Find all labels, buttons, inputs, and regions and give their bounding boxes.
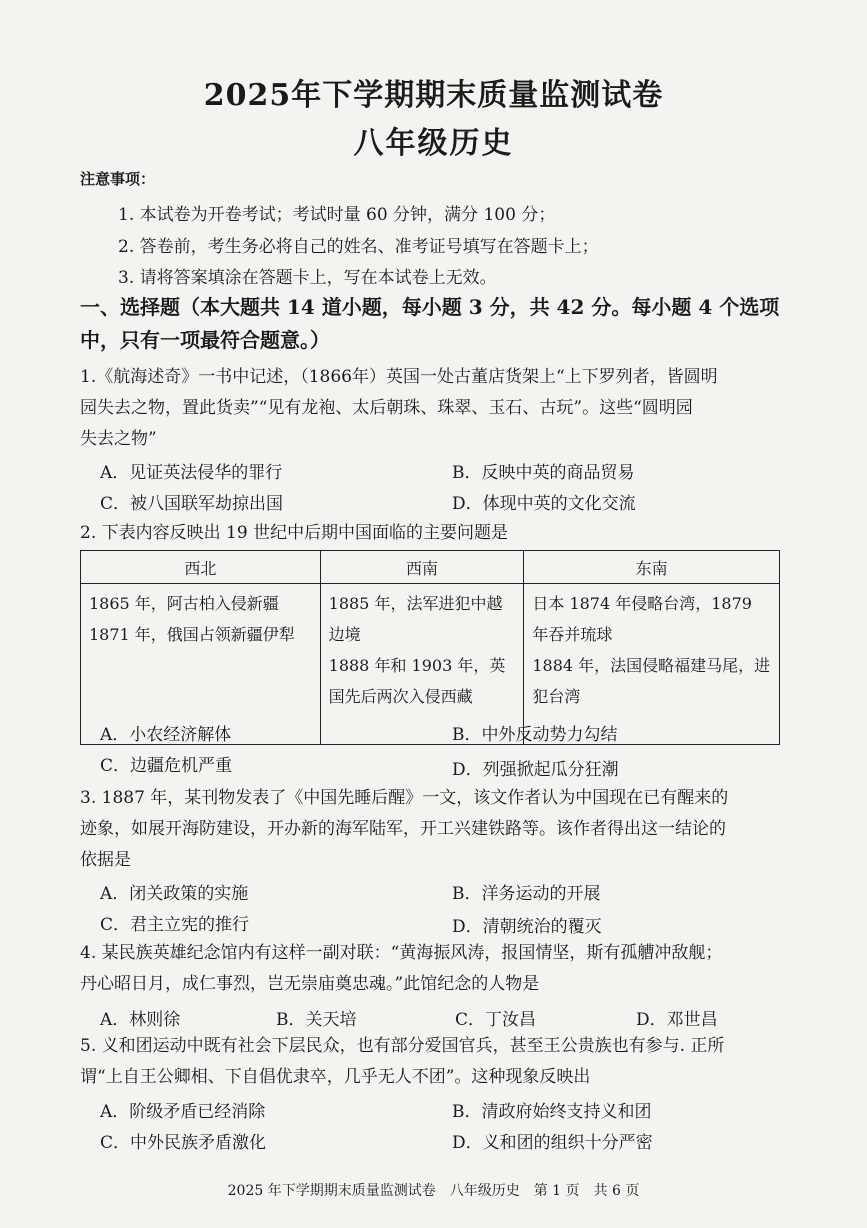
question-3-line: 依据是: [80, 850, 131, 870]
table-cell-line: 1865 年，阿古柏入侵新疆: [89, 594, 279, 613]
question-3-option-d: D．清朝统治的覆灭: [452, 917, 602, 937]
exam-title: 2025年下学期期末质量监测试卷: [203, 78, 664, 113]
question-3-line: 迹象，如展开海防建设，开办新的海军陆军，开工兴建铁路等。该作者得出这一结论的: [80, 819, 726, 839]
question-5-option-b: B．清政府始终支持义和团: [452, 1102, 652, 1122]
question-5-option-c: C．中外民族矛盾激化: [100, 1133, 267, 1153]
notice-heading: 注意事项：: [80, 170, 156, 188]
question-4-line: 丹心昭日月，成仁事烈，岂无崇庙奠忠魂。”此馆纪念的人物是: [80, 974, 540, 994]
question-3-line: 3. 1887 年，某刊物发表了《中国先睡后醒》一文，该文作者认为中国现在已有醒来的: [80, 788, 729, 808]
table-cell-line: 1884 年，法国侵略福建马尾，进犯台湾: [532, 656, 771, 706]
question-3-option-a: A．闭关政策的实施: [100, 884, 249, 904]
question-4-option-d: D．邓世昌: [636, 1010, 718, 1030]
question-1-option-d: D．体现中英的文化交流: [452, 494, 636, 514]
notice-item: 3. 请将答案填涂在答题卡上，写在本试卷上无效。: [118, 268, 497, 288]
table-header-southeast: 东南: [524, 551, 780, 584]
question-2-table: [80, 550, 780, 745]
notice-item: 1. 本试卷为开卷考试；考试时量 60 分钟，满分 100 分；: [118, 205, 556, 225]
question-3-option-c: C．君主立宪的推行: [100, 915, 250, 935]
question-1-line: 1.《航海述奇》一书中记述，（1866年）英国一处古董店货架上“上下罗列者，皆圆明: [80, 367, 718, 387]
question-1-line: 园失去之物，置此货卖”“见有龙袍、太后朝珠、珠翠、玉石、古玩”。这些“圆明园: [80, 398, 693, 418]
table-cell-line: 1885 年，法军进犯中越边境: [328, 594, 503, 644]
question-5-line: 谓“上自王公卿相、下自倡优隶卒，几乎无人不团”。这种现象反映出: [80, 1067, 591, 1087]
table-header-northwest: 西北: [81, 551, 321, 584]
question-4-option-c: C．丁汝昌: [455, 1010, 537, 1030]
table-header-southwest: 西南: [320, 551, 524, 584]
table-cell-line: 1871 年，俄国占领新疆伊犁: [89, 625, 295, 644]
question-4-option-b: B．关天培: [276, 1010, 357, 1030]
table-cell-line: 日本 1874 年侵略台湾，1879 年吞并琉球: [532, 594, 752, 644]
question-5-option-a: A．阶级矛盾已经消除: [100, 1102, 266, 1122]
question-5-option-d: D．义和团的组织十分严密: [452, 1133, 653, 1153]
question-2-option-c: C．边疆危机严重: [100, 756, 233, 776]
notice-item: 2. 答卷前，考生务必将自己的姓名、准考证号填写在答题卡上；: [118, 237, 599, 257]
question-1-option-c: C．被八国联军劫掠出国: [100, 494, 284, 514]
question-5-line: 5. 义和团运动中既有社会下层民众，也有部分爱国官兵，甚至王公贵族也有参与. 正所: [80, 1036, 725, 1056]
table-cell-line: 1888 年和 1903 年，英国先后两次入侵西藏: [328, 656, 506, 706]
section-heading-continued: 中，只有一项最符合题意。）: [80, 328, 330, 352]
question-2-option-d: D．列强掀起瓜分狂潮: [452, 760, 619, 780]
question-1-option-b: B．反映中英的商品贸易: [452, 463, 635, 483]
question-2-option-b: B．中外反动势力勾结: [452, 725, 618, 745]
question-1-option-a: A．见证英法侵华的罪行: [100, 463, 283, 483]
question-4-option-a: A．林则徐: [100, 1010, 181, 1030]
page-footer: 2025 年下学期期末质量监测试卷 八年级历史 第 1 页 共 6 页: [227, 1183, 640, 1199]
section-heading: 一、选择题（本大题共 14 道小题，每小题 3 分，共 42 分。每小题 4 个选项: [80, 295, 780, 319]
question-2-option-a: A．小农经济解体: [100, 725, 232, 745]
question-4-line: 4. 某民族英雄纪念馆内有这样一副对联：“黄海振风涛，报国情坚，斯有孤艚冲敌舰；: [80, 943, 723, 963]
question-2-line: 2. 下表内容反映出 19 世纪中后期中国面临的主要问题是: [80, 523, 509, 543]
question-3-option-b: B．洋务运动的开展: [452, 884, 601, 904]
question-1-line: 失去之物”: [80, 429, 157, 449]
exam-subject: 八年级历史: [353, 126, 514, 161]
